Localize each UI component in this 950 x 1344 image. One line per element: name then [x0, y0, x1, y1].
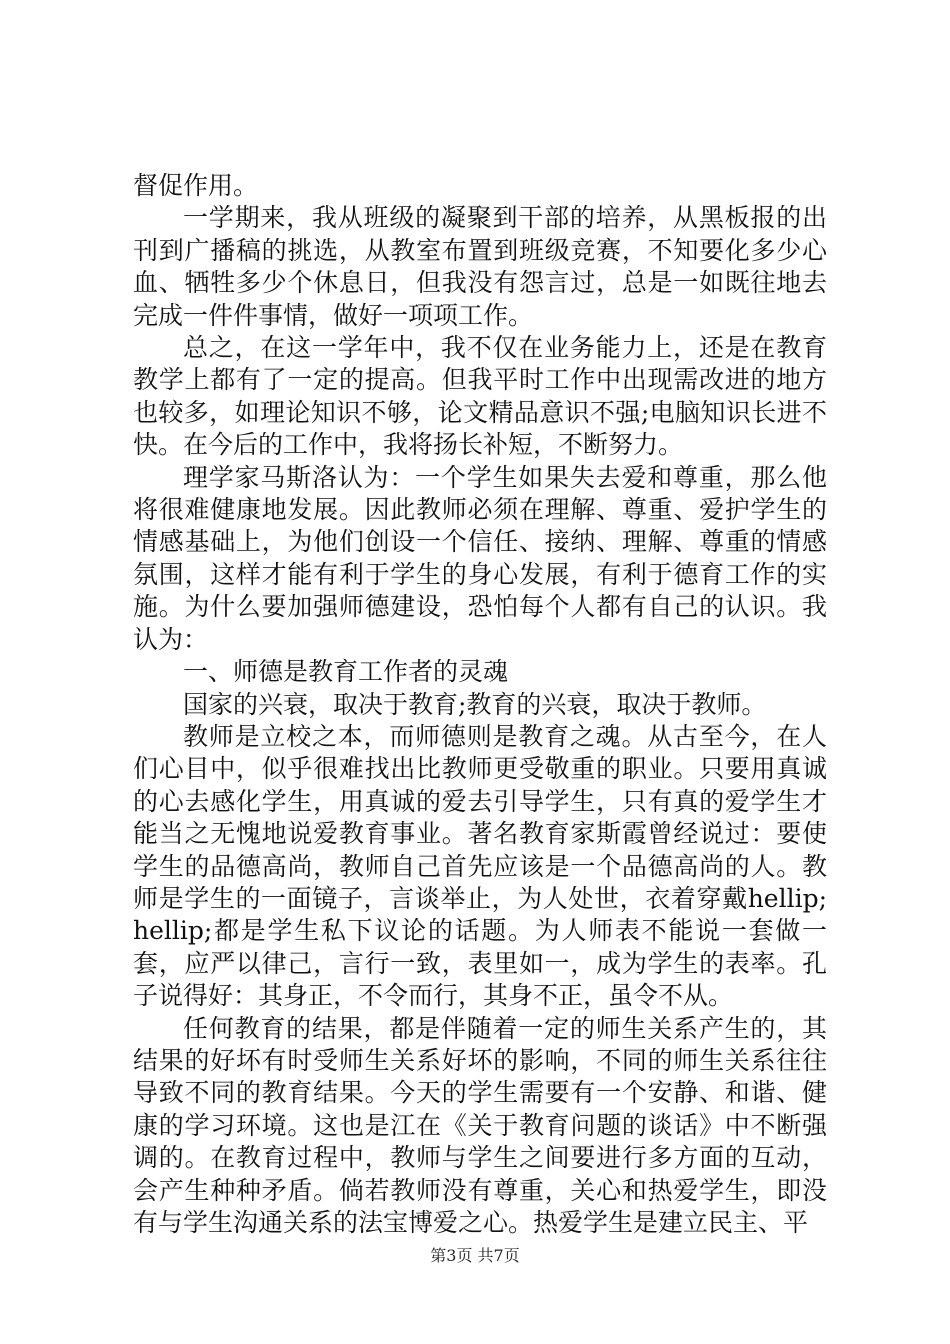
paragraph: 任何教育的结果，都是伴随着一定的师生关系产生的，其结果的好坏有时受师生关系好坏的影响，不同的师生关系往往导致不同的教育结果。今天的学生需要有一个安静、和谐、健康的学习环境。这也是江在《关于教育问题的谈话》中不断强调的。在教育过程中，教师与学生之间要进行多方面的互动，会产生种种矛盾。倘若教师没有尊重，关心和热爱学生，即没有与学生沟通关系的法宝博爱之心。热爱学生是建立民主、平	[133, 1013, 827, 1237]
paragraph-continuation: 督促作用。	[133, 171, 259, 200]
paragraph: 总之，在这一学年中，我不仅在业务能力上，还是在教育教学上都有了一定的提高。但我平时工作中出现需改进的地方也较多，如理论知识不够，论文精品意识不强;电脑知识长进不快。在今后的工作中，我将扬长补短，不断努力。	[133, 333, 827, 460]
section-heading: 一、师德是教育工作者的灵魂	[183, 657, 509, 687]
document-body	[133, 170, 827, 1239]
paragraph: 理学家马斯洛认为：一个学生如果失去爱和尊重，那么他将很难健康地发展。因此教师必须在理解、尊重、爱护学生的情感基础上，为他们创设一个信任、接纳、理解、尊重的情感氛围，这样才能有利于学生的身心发展，有利于德育工作的实施。为什么要加强师德建设，恐怕每个人都有自己的认识。我认为：	[133, 462, 827, 654]
paragraph: 教师是立校之本，而师德则是教育之魂。从古至今，在人们心目中，似乎很难找出比教师更受敬重的职业。只要用真诚的心去感化学生，用真诚的爱去引导学生，只有真的爱学生才能当之无愧地说爱教育事业。著名教育家斯霞曾经说过：要使学生的品德高尚，教师自己首先应该是一个品德高尚的人。教师是学生的一面镜子，言谈举止，为人处世，衣着穿戴hellip;hellip;都是学生私下议论的话题。为人师表不能说一套做一套，应严以律己，言行一致，表里如一，成为学生的表率。孔子说得好：其身正，不令而行，其身不正，虽令不从。	[133, 721, 827, 1011]
paragraph: 一学期来，我从班级的凝聚到干部的培养，从黑板报的出刊到广播稿的挑选，从教室布置到班级竞赛，不知要化多少心血、牺牲多少个休息日，但我没有怨言过，总是一如既往地去完成一件件事情，做好一项项工作。	[133, 203, 827, 330]
page-number-footer: 第3页 共7页	[430, 1246, 520, 1265]
paragraph: 国家的兴衰，取决于教育;教育的兴衰，取决于教师。	[183, 689, 767, 719]
